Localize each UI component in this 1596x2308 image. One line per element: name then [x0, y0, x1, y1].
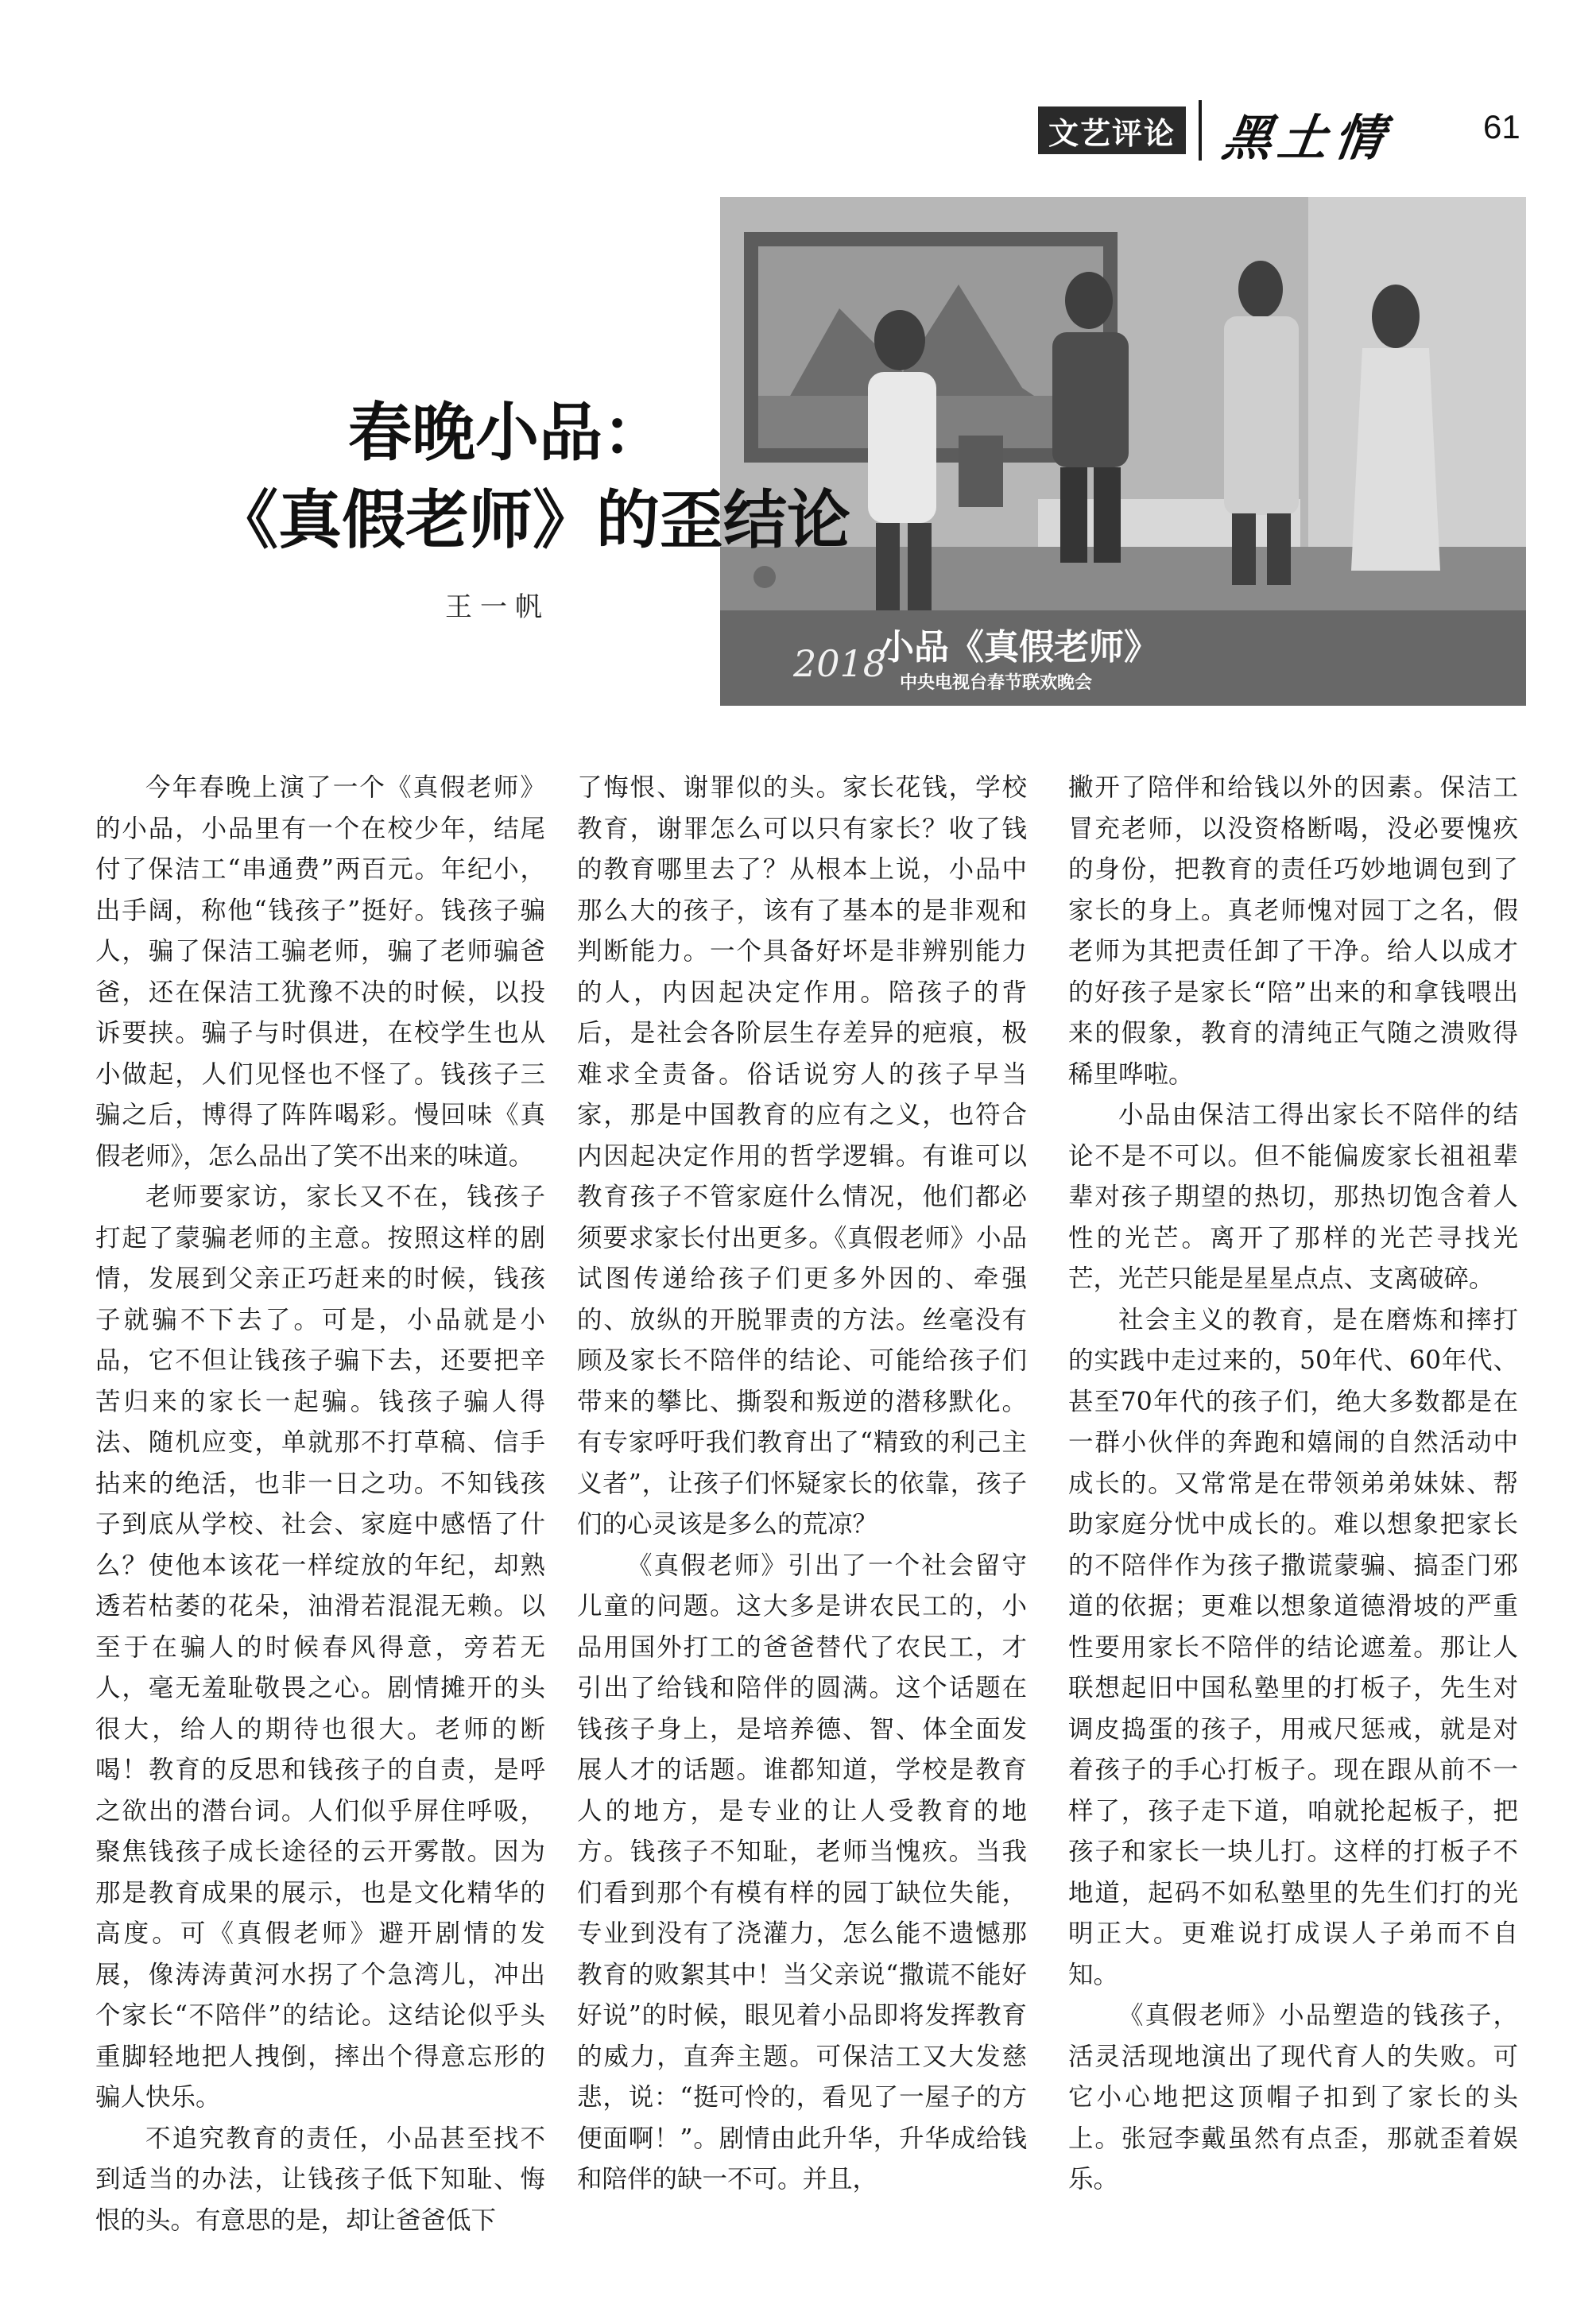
- paragraph: 《真假老师》小品塑造的钱孩子，活灵活现地演出了现代育人的失败。可它小心地把这顶帽子扣到了家长的头上。张冠李戴虽然有点歪，那就歪着娱乐。: [1068, 2001, 1518, 2194]
- page-number: 61: [1483, 108, 1520, 145]
- stage-photo: [720, 197, 1526, 706]
- caption-subtitle: 中央电视台春节联欢晚会: [900, 673, 1093, 693]
- article-author: 王一帆: [445, 591, 550, 623]
- paragraph: 撇开了陪伴和给钱以外的因素。保洁工冒充老师，以没资格断喝，没必要愧疚的身份，把教育的责任巧妙地调包到了家长的身上。真老师愧对园丁之名，假老师为其把责任卸了干净。给人以成才的好孩子是家长“陪”出来的和拿钱喂出来的假象，教育的清纯正气随之溃败得稀里哗啦。: [1068, 773, 1518, 1089]
- header-divider: [1199, 100, 1202, 161]
- article-column-3: [1068, 768, 1518, 2201]
- article-title-line1: 春晚小品：: [348, 396, 666, 470]
- header-section-badge: 文艺评论: [1038, 106, 1186, 154]
- article-column-2: [577, 768, 1027, 2201]
- article-title-line2: 《真假老师》的歪结论: [215, 483, 850, 557]
- paragraph: 老师要家访，家长又不在，钱孩子打起了蒙骗老师的主意。按照这样的剧情，发展到父亲正巧赶来的时候，钱孩子就骗不下去了。可是，小品就是小品，它不但让钱孩子骗下去，还要把辛苦归来的家长一起骗。钱孩子骗人得法、随机应变，单就那不打草稿、信手拈来的绝活，也非一日之功。不知钱孩子到底从学校、社会、家庭中感悟了什么？使他本该花一样绽放的年纪，却熟透若枯萎的花朵，油滑若混混无赖。以至于在骗人的时候春风得意，旁若无人，毫无羞耻敬畏之心。剧情摊开的头很大，给人的期待也很大。老师的断喝！教育的反思和钱孩子的自责，是呼之欲出的潜台词。人们似乎屏住呼吸，聚焦钱孩子成长途径的云开雾散。因为那是教育成果的展示，也是文化精华的高度。可《真假老师》避开剧情的发展，像涛涛黄河水拐了个急湾儿，冲出个家长“不陪伴”的结论。这结论似乎头重脚轻地把人拽倒，摔出个得意忘形的骗人快乐。: [95, 1183, 545, 2112]
- magazine-name: 黑土情: [1218, 109, 1394, 167]
- paragraph: 不追究教育的责任，小品甚至找不到适当的办法，让钱孩子低下知耻、悔恨的头。有意思的是，却让爸爸低下: [95, 2124, 545, 2235]
- caption-title: 小品《真假老师》: [879, 627, 1159, 668]
- paragraph: 今年春晚上演了一个《真假老师》的小品，小品里有一个在校少年，结尾付了保洁工“串通费”两百元。年纪小，出手阔，称他“钱孩子”挺好。钱孩子骗人，骗了保洁工骗老师，骗了老师骗爸爸，还在保洁工犹豫不决的时候，以投诉要挟。骗子与时俱进，在校学生也从小做起，人们见怪也不怪了。钱孩子三骗之后，博得了阵阵喝彩。慢回味《真假老师》，怎么品出了笑不出来的味道。: [95, 773, 545, 1171]
- caption-year: 2018: [793, 642, 887, 685]
- paragraph: 了悔恨、谢罪似的头。家长花钱，学校教育，谢罪怎么可以只有家长？收了钱的教育哪里去了？从根本上说，小品中那么大的孩子，该有了基本的是非观和判断能力。一个具备好坏是非辨别能力的人，内因起决定作用。陪孩子的背后，是社会各阶层生存差异的疤痕，极难求全责备。俗话说穷人的孩子早当家，那是中国教育的应有之义，也符合内因起决定作用的哲学逻辑。有谁可以教育孩子不管家庭什么情况，他们都必须要求家长付出更多。《真假老师》小品试图传递给孩子们更多外因的、牵强的、放纵的开脱罪责的方法。丝毫没有顾及家长不陪伴的结论、可能给孩子们带来的攀比、撕裂和叛逆的潜移默化。有专家呼吁我们教育出了“精致的利己主义者”，让孩子们怀疑家长的依靠，孩子们的心灵该是多么的荒凉？: [577, 773, 1027, 1539]
- paragraph: 小品由保洁工得出家长不陪伴的结论不是不可以。但不能偏废家长祖祖辈辈对孩子期望的热切，那热切饱含着人性的光芒。离开了那样的光芒寻找光芒，光芒只能是星星点点、支离破碎。: [1068, 1101, 1518, 1293]
- paragraph: 《真假老师》引出了一个社会留守儿童的问题。这大多是讲农民工的，小品用国外打工的爸爸替代了农民工，才引出了给钱和陪伴的圆满。这个话题在钱孩子身上，是培养德、智、体全面发展人才的话题。谁都知道，学校是教育人的地方，是专业的让人受教育的地方。钱孩子不知耻，老师当愧疚。当我们看到那个有模有样的园丁缺位失能，专业到没有了浇灌力，怎么能不遗憾那教育的败絮其中！当父亲说“撒谎不能好好说”的时候，眼见着小品即将发挥教育的威力，直奔主题。可保洁工又大发慈悲，说：“挺可怜的，看见了一屋子的方便面啊！”。剧情由此升华，升华成给钱和陪伴的缺一不可。并且，: [577, 1551, 1027, 2194]
- article-column-1: [95, 768, 545, 2241]
- paragraph: 社会主义的教育，是在磨炼和摔打的实践中走过来的，50年代、60年代、甚至70年代的孩子们，绝大多数都是在一群小伙伴的奔跑和嬉闹的自然活动中成长的。又常常是在带领弟弟妹妹、帮助家庭分忧中成长的。难以想象把家长的不陪伴作为孩子撒谎蒙骗、搞歪门邪道的依据；更难以想象道德滑坡的严重性要用家长不陪伴的结论遮羞。那让人联想起旧中国私塾里的打板子，先生对调皮捣蛋的孩子，用戒尺惩戒，就是对着孩子的手心打板子。现在跟从前不一样了，孩子走下道，咱就抡起板子，把孩子和家长一块儿打。这样的打板子不地道，起码不如私塾里的先生们打的光明正大。更难说打成误人子弟而不自知。: [1068, 1305, 1518, 1989]
